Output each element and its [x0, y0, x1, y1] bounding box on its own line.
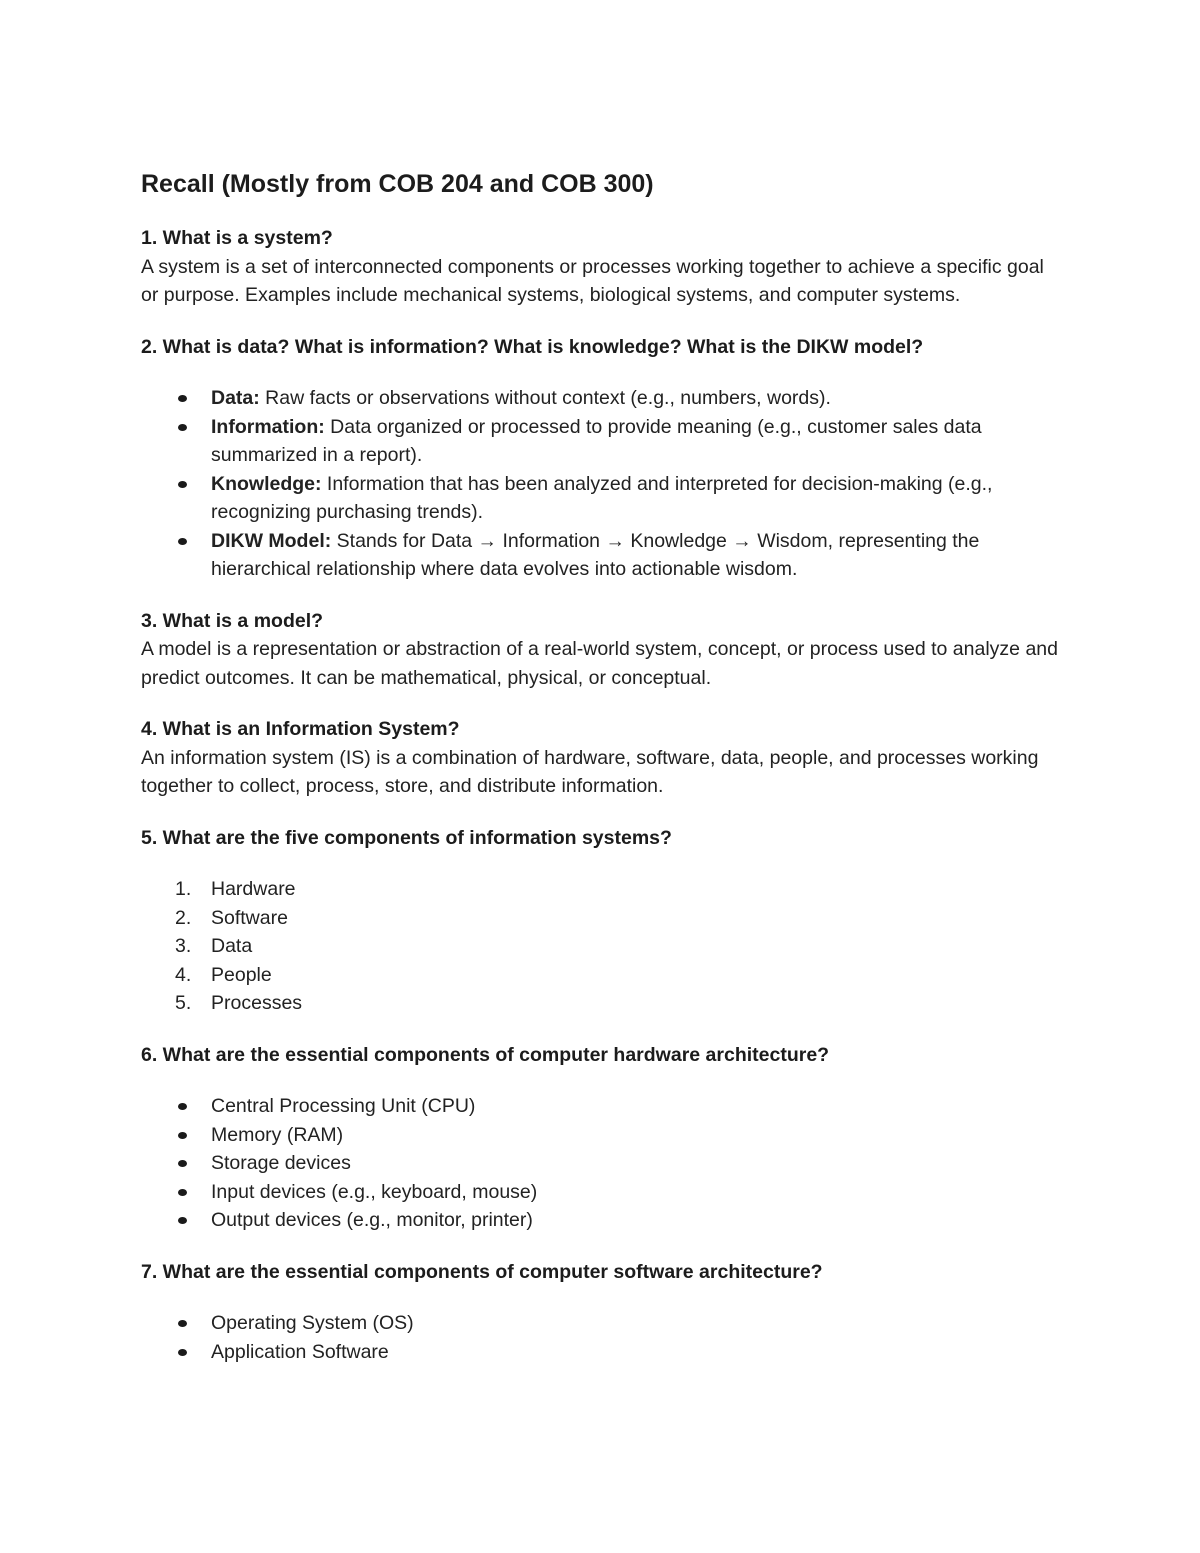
list-number: 3. — [175, 935, 192, 957]
bullet-icon — [178, 1217, 187, 1224]
list-item — [141, 989, 1061, 1018]
bullet-icon — [178, 538, 187, 545]
list-item — [141, 413, 1061, 470]
list-text: Software — [211, 906, 288, 929]
bullet-icon — [178, 1160, 187, 1167]
list-item — [141, 1178, 1061, 1207]
bullet-icon — [178, 1189, 187, 1196]
list-item — [141, 1206, 1061, 1235]
list-text: Central Processing Unit (CPU) — [211, 1095, 476, 1117]
list-text: Operating System (OS) — [211, 1312, 414, 1334]
hardware-list — [141, 1092, 1061, 1235]
list-item — [141, 1121, 1061, 1150]
list-text: Memory (RAM) — [211, 1123, 344, 1146]
answer-4: An information system (IS) is a combination of hardware, software, data, people, and processes working together to collect, process, store, and distribute information. — [141, 746, 1039, 797]
bullet-icon — [178, 1320, 187, 1327]
question-5: 5. What are the five components of information systems? — [141, 826, 672, 849]
answer-3: A model is a representation or abstraction of a real-world system, concept, or process used to analyze and predict outcomes. It can be mathematical, physical, or conceptual. — [141, 638, 1058, 689]
bullet-icon — [178, 1349, 187, 1356]
term-text: Data organized or processed to provide meaning (e.g., customer sales data summarized in a report). — [211, 415, 982, 466]
dikw-list — [141, 384, 1061, 584]
term-label: Knowledge: — [211, 472, 322, 495]
list-item — [141, 470, 1061, 527]
question-2: 2. What is data? What is information? What is knowledge? What is the DIKW model? — [141, 335, 924, 358]
bullet-icon — [178, 1132, 187, 1139]
list-item — [141, 384, 1061, 413]
term-text: Information that has been analyzed and interpreted for decision-making (e.g., recognizing purchasing trends). — [211, 472, 993, 523]
bullet-icon — [178, 424, 187, 431]
list-number: 4. — [175, 963, 192, 986]
list-text: Application Software — [211, 1340, 389, 1363]
list-item — [141, 932, 1061, 961]
list-text: Input devices (e.g., keyboard, mouse) — [211, 1180, 538, 1203]
list-item — [141, 1149, 1061, 1178]
list-item — [141, 1338, 1061, 1367]
term-label: Data: — [211, 387, 260, 409]
software-list — [141, 1309, 1061, 1366]
question-3: 3. What is a model? — [141, 609, 324, 632]
list-text: Output devices (e.g., monitor, printer) — [211, 1209, 533, 1231]
question-7: 7. What are the essential components of computer software architecture? — [141, 1260, 823, 1283]
list-number: 1. — [175, 878, 192, 900]
question-6: 6. What are the essential components of computer hardware architecture? — [141, 1043, 830, 1066]
term-text: Raw facts or observations without context (e.g., numbers, words). — [259, 387, 831, 409]
bullet-icon — [178, 481, 187, 488]
bullet-icon — [178, 395, 187, 402]
bullet-icon — [178, 1103, 187, 1110]
term-text: Stands for Data → Information → Knowledge → Wisdom, representing the hierarchical relationship where data evolves into actionable wisdom. — [211, 529, 980, 580]
list-item — [141, 527, 1061, 584]
list-item — [141, 875, 1061, 904]
answer-1: A system is a set of interconnected components or processes working together to achieve a specific goal or purpose. Examples include mechanical systems, biological systems, and computer systems. — [141, 255, 1044, 306]
question-4: 4. What is an Information System? — [141, 718, 460, 740]
list-item — [141, 961, 1061, 990]
is-components-list — [141, 875, 1061, 1018]
list-text: Data — [211, 935, 253, 957]
term-label: DIKW Model: — [211, 529, 332, 552]
list-text: Processes — [211, 992, 303, 1014]
list-text: Storage devices — [211, 1152, 351, 1174]
list-number: 2. — [175, 906, 192, 929]
page-title: Recall (Mostly from COB 204 and COB 300) — [141, 170, 654, 198]
term-label: Information: — [211, 415, 325, 438]
list-item — [141, 1092, 1061, 1121]
list-item — [141, 904, 1061, 933]
list-text: People — [211, 963, 272, 986]
list-number: 5. — [175, 992, 192, 1014]
list-text: Hardware — [211, 878, 296, 900]
question-1: 1. What is a system? — [141, 227, 333, 249]
document-content — [141, 166, 1061, 1389]
list-item — [141, 1309, 1061, 1338]
